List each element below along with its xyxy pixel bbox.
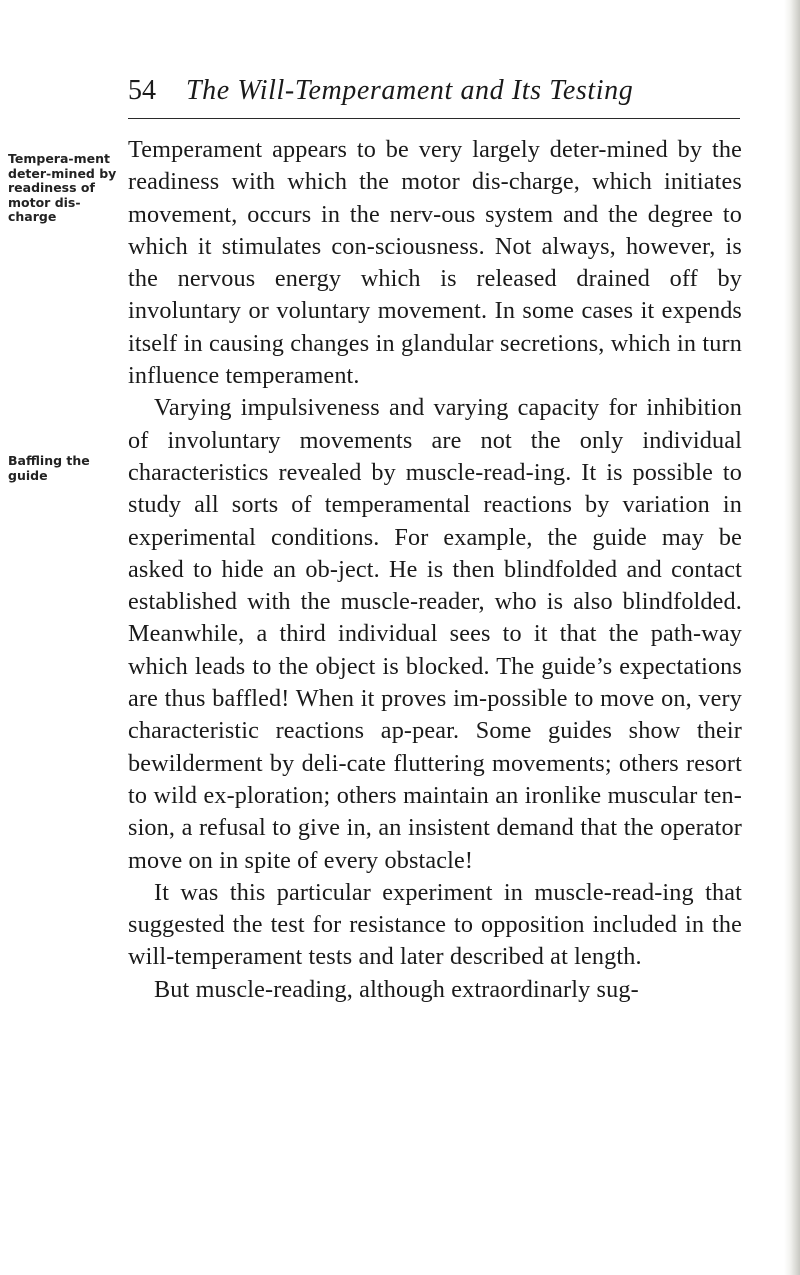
- paragraph-1: Temperament appears to be very largely deter-mined by the readiness with which the motor dis-charge, which initiates movement, occurs in the nerv-ous system and the degree to which it stimulates con-sciousness. Not always, however, is the nervous energy which is released drained off by involuntary or voluntary movement. In some cases it expends itself in causing changes in glandular secretions, which in turn influence temperament.: [128, 136, 742, 390]
- paragraph-3: It was this particular experiment in muscle-read-ing that suggested the test for resistance to opposition included in the will-temperament tests and later described at length.: [128, 878, 742, 971]
- margin-note-baffling: Baffling the guide: [8, 453, 90, 483]
- margin-note-temperament: Tempera-ment deter-mined by readiness of motor dis-charge: [8, 151, 117, 225]
- running-title: The Will-Temperament and Its Testing: [186, 75, 634, 106]
- paragraph-4: But muscle-reading, although extraordinarly sug-: [154, 975, 639, 1003]
- page-edge-shadow: [784, 0, 800, 1275]
- page-number: 54: [128, 75, 156, 106]
- page-header: [128, 74, 740, 119]
- paragraph-2: Varying impulsiveness and varying capacity for inhibition of involuntary movements are not the only individual characteristics revealed by muscle-read-ing. It is possible to study all sorts of temperamental reactions by variation in experimental conditions. For example, the guide may be asked to hide an ob-ject. He is then blindfolded and contact established with the muscle-reader, who is also blindfolded. Meanwhile, a third individual sees to it that the path-way which leads to the object is blocked. The guide’s expectations are thus baffled! When it proves im-possible to move on, very characteristic reactions ap-pear. Some guides show their bewilderment by deli-cate fluttering movements; others resort to wild ex-ploration; others maintain an ironlike muscular ten-sion, a refusal to give in, an insistent demand that the operator move on in spite of every obstacle!: [128, 394, 742, 874]
- body-text: [128, 134, 742, 1006]
